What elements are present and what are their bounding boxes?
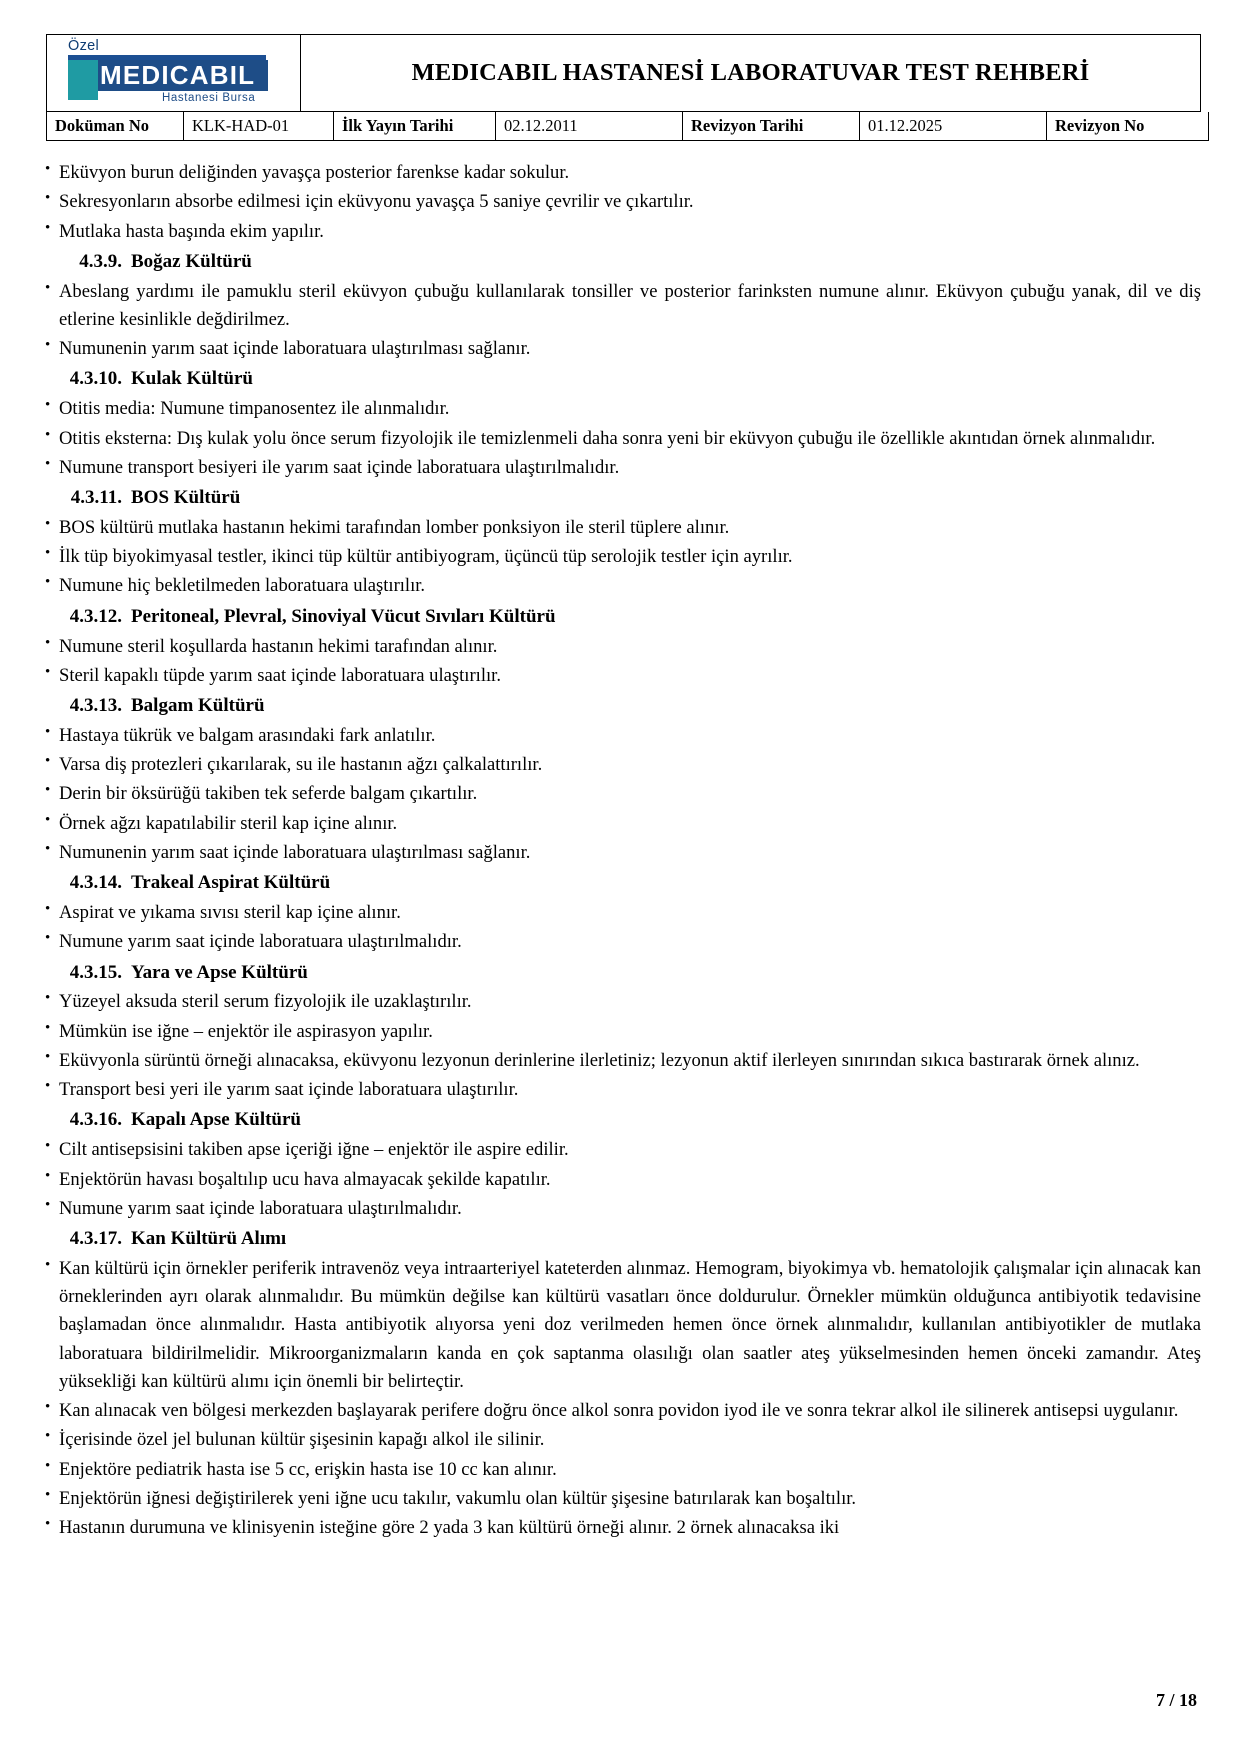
list-item: • Varsa diş protezleri çıkarılarak, su ile hastanın ağzı çalkalattırılır. (45, 751, 1201, 779)
list-item: • Steril kapaklı tüpde yarım saat içinde laboratuara ulaştırılır. (45, 662, 1201, 690)
section-title: Trakeal Aspirat Kültürü (131, 872, 331, 894)
section-bullets-4-3-14 (45, 899, 1201, 957)
section-number: 4.3.13. (69, 695, 122, 716)
logo-brand-text: MEDICABIL (100, 60, 256, 90)
list-item: • Numune yarım saat içinde laboratuara ulaştırılmalıdır. (45, 1195, 1201, 1223)
list-item: • BOS kültürü mutlaka hastanın hekimi tarafından lomber ponksiyon ile steril tüplere alınır. (45, 514, 1201, 542)
list-item: • Eküvyonla sürüntü örneği alınacaksa, eküvyonu lezyonun derinlerine ilerletiniz; lezyonun aktif ilerleyen sınırından sıkıca bastırarak örnek alınız. (45, 1047, 1201, 1075)
list-item: • Enjektöre pediatrik hasta ise 5 cc, erişkin hasta ise 10 cc kan alınır. (45, 1456, 1201, 1484)
list-item: • Kan alınacak ven bölgesi merkezden başlayarak perifere doğru önce alkol sonra povidon iyod ile ve sonra tekrar alkol ile silinerek antisepsi uygulanır. (45, 1397, 1201, 1425)
document-header-table (46, 34, 1201, 112)
list-item: • Hastanın durumuna ve klinisyenin isteğine göre 2 yada 3 kan kültürü örneği alınır. 2 örnek alınacaksa iki (45, 1514, 1201, 1542)
list-item: • Otitis eksterna: Dış kulak yolu önce serum fizyolojik ile temizlenmeli daha sonra yeni bir eküvyon çubuğu ile özellikle akıntıdan örnek alınmalıdır. (45, 425, 1201, 453)
list-item: • Hastaya tükrük ve balgam arasındaki fark anlatılır. (45, 722, 1201, 750)
list-item: • Sekresyonların absorbe edilmesi için eküvyonu yavaşça 5 saniye çevrilir ve çıkartılır. (45, 188, 1201, 216)
ilk-yayin-tarihi-value: 02.12.2011 (496, 112, 683, 141)
list-item: • Örnek ağzı kapatılabilir steril kap içine alınır. (45, 810, 1201, 838)
list-item: • İçerisinde özel jel bulunan kültür şişesinin kapağı alkol ile silinir. (45, 1426, 1201, 1454)
section-heading-4-3-17 (45, 1225, 1201, 1254)
section-number: 4.3.15. (69, 961, 122, 983)
revizyon-no-label: Revizyon No (1047, 112, 1209, 141)
section-title: Kapalı Apse Kültürü (131, 1109, 301, 1131)
list-item: • Derin bir öksürüğü takiben tek seferde balgam çıkartılır. (45, 780, 1201, 808)
list-item: • Numunenin yarım saat içinde laboratuara ulaştırılması sağlanır. (45, 335, 1201, 363)
section-title: Kan Kültürü Alımı (131, 1228, 287, 1249)
dokuman-no-label: Doküman No (47, 112, 184, 141)
list-item: • Yüzeyel aksuda steril serum fizyolojik ile uzaklaştırılır. (45, 988, 1201, 1016)
list-item: • Otitis media: Numune timpanosentez ile alınmalıdır. (45, 395, 1201, 423)
list-item: • İlk tüp biyokimyasal testler, ikinci tüp kültür antibiyogram, üçüncü tüp serolojik testler için ayrılır. (45, 543, 1201, 571)
dokuman-no-value: KLK-HAD-01 (184, 112, 334, 141)
section-bullets-4-3-9 (45, 278, 1201, 364)
section-bullets-4-3-17 (45, 1255, 1201, 1543)
hospital-logo (47, 35, 301, 112)
ilk-yayin-tarihi-label: İlk Yayın Tarihi (334, 112, 496, 141)
list-item: • Mutlaka hasta başında ekim yapılır. (45, 218, 1201, 246)
list-item: • Numune steril koşullarda hastanın hekimi tarafından alınır. (45, 633, 1201, 661)
section-heading-4-3-10 (45, 365, 1201, 394)
section-heading-4-3-15 (45, 959, 1201, 988)
list-item: • Cilt antisepsisini takiben apse içeriği iğne – enjektör ile aspire edilir. (45, 1136, 1201, 1164)
section-heading-4-3-13 (45, 692, 1201, 721)
list-item: • Eküvyon burun deliğinden yavaşça posterior farenkse kadar sokulur. (45, 159, 1201, 187)
section-number: 4.3.14. (69, 872, 122, 894)
page-number: 7 / 18 (1155, 1690, 1197, 1710)
section-heading-4-3-11 (45, 484, 1201, 513)
list-item: • Numune transport besiyeri ile yarım saat içinde laboratuara ulaştırılmalıdır. (45, 454, 1201, 482)
list-item: • Transport besi yeri ile yarım saat içinde laboratuara ulaştırılır. (45, 1076, 1201, 1104)
section-bullets-4-3-16 (45, 1136, 1201, 1223)
document-meta-table (46, 112, 1209, 141)
logo-tagline-text: Hastanesi Bursa (162, 92, 256, 104)
section-title: BOS Kültürü (131, 487, 241, 508)
section-bullets-4-3-10 (45, 395, 1201, 482)
list-item: • Enjektörün havası boşaltılıp ucu hava almayacak şekilde kapatılır. (45, 1166, 1201, 1194)
document-body (45, 159, 1201, 1542)
document-title: MEDICABIL HASTANESİ LABORATUVAR TEST REHBERİ (301, 35, 1201, 112)
revizyon-tarihi-value: 01.12.2025 (860, 112, 1047, 141)
logo-teal-square (68, 60, 98, 100)
section-bullets-4-3-13 (45, 722, 1201, 867)
section-number: 4.3.17. (69, 1228, 122, 1249)
list-item: • Kan kültürü için örnekler periferik intravenöz veya intraarteriyel kateterden alınmaz. Hemogram, biyokimya vb. hematolojik çalışmalar için alınacak kan örneklerinden ayrı olarak alınmalıdır. Bu mümkün değilse kan kültürü vasatları önce doldurulur. Örnekler mümkün olduğunca antibiyotik tedavisine başlamadan önce alınmalıdır. Hasta antibiyotik alıyorsa yeni doz verilmeden hemen önce örnek alınmalıdır, kullanılan antibiyotikler de mutlaka laboratuara bildirilmelidir. Mikroorganizmaların kanda en çok saptanma olasılığı olan saatler ateş yükselmesinden hemen önceki zamandır. Ateş yüksekliği kan kültürü alımı için önemli bir belirteçtir. (45, 1255, 1201, 1396)
section-number: 4.3.10. (69, 368, 122, 390)
section-bullets-4-3-11 (45, 514, 1201, 601)
list-item: • Numunenin yarım saat içinde laboratuara ulaştırılması sağlanır. (45, 839, 1201, 867)
section-heading-4-3-12 (45, 603, 1201, 632)
revizyon-tarihi-label: Revizyon Tarihi (683, 112, 860, 141)
section-heading-4-3-14 (45, 869, 1201, 898)
section-title: Balgam Kültürü (131, 695, 265, 716)
section-title: Boğaz Kültürü (131, 250, 252, 272)
table-row (47, 112, 1209, 141)
section-number: 4.3.9. (79, 250, 122, 272)
list-item: • Enjektörün iğnesi değiştirilerek yeni iğne ucu takılır, vakumlu olan kültür şişesine batırılarak kan boşaltılır. (45, 1485, 1201, 1513)
section-title: Kulak Kültürü (131, 368, 253, 390)
logo-ozel-text: Özel (68, 38, 100, 54)
section-number: 4.3.16. (69, 1109, 122, 1131)
intro-bullet-list (45, 159, 1201, 246)
section-number: 4.3.11. (70, 487, 122, 508)
section-number: 4.3.12. (69, 605, 122, 627)
section-bullets-4-3-12 (45, 633, 1201, 691)
list-item: • Abeslang yardımı ile pamuklu steril eküvyon çubuğu kullanılarak tonsiller ve posterior farinksten numune alınır. Eküvyon çubuğu yanak, dil ve diş etlerine kesinlikle değdirilmez. (45, 278, 1201, 335)
list-item: • Aspirat ve yıkama sıvısı steril kap içine alınır. (45, 899, 1201, 927)
section-bullets-4-3-15 (45, 988, 1201, 1104)
section-title: Peritoneal, Plevral, Sinoviyal Vücut Sıvıları Kültürü (131, 605, 556, 627)
list-item: • Numune hiç bekletilmeden laboratuara ulaştırılır. (45, 572, 1201, 600)
section-title: Yara ve Apse Kültürü (131, 961, 308, 983)
section-heading-4-3-16 (45, 1106, 1201, 1135)
list-item: • Mümkün ise iğne – enjektör ile aspirasyon yapılır. (45, 1018, 1201, 1046)
list-item: • Numune yarım saat içinde laboratuara ulaştırılmalıdır. (45, 928, 1201, 956)
section-heading-4-3-9 (45, 248, 1201, 277)
